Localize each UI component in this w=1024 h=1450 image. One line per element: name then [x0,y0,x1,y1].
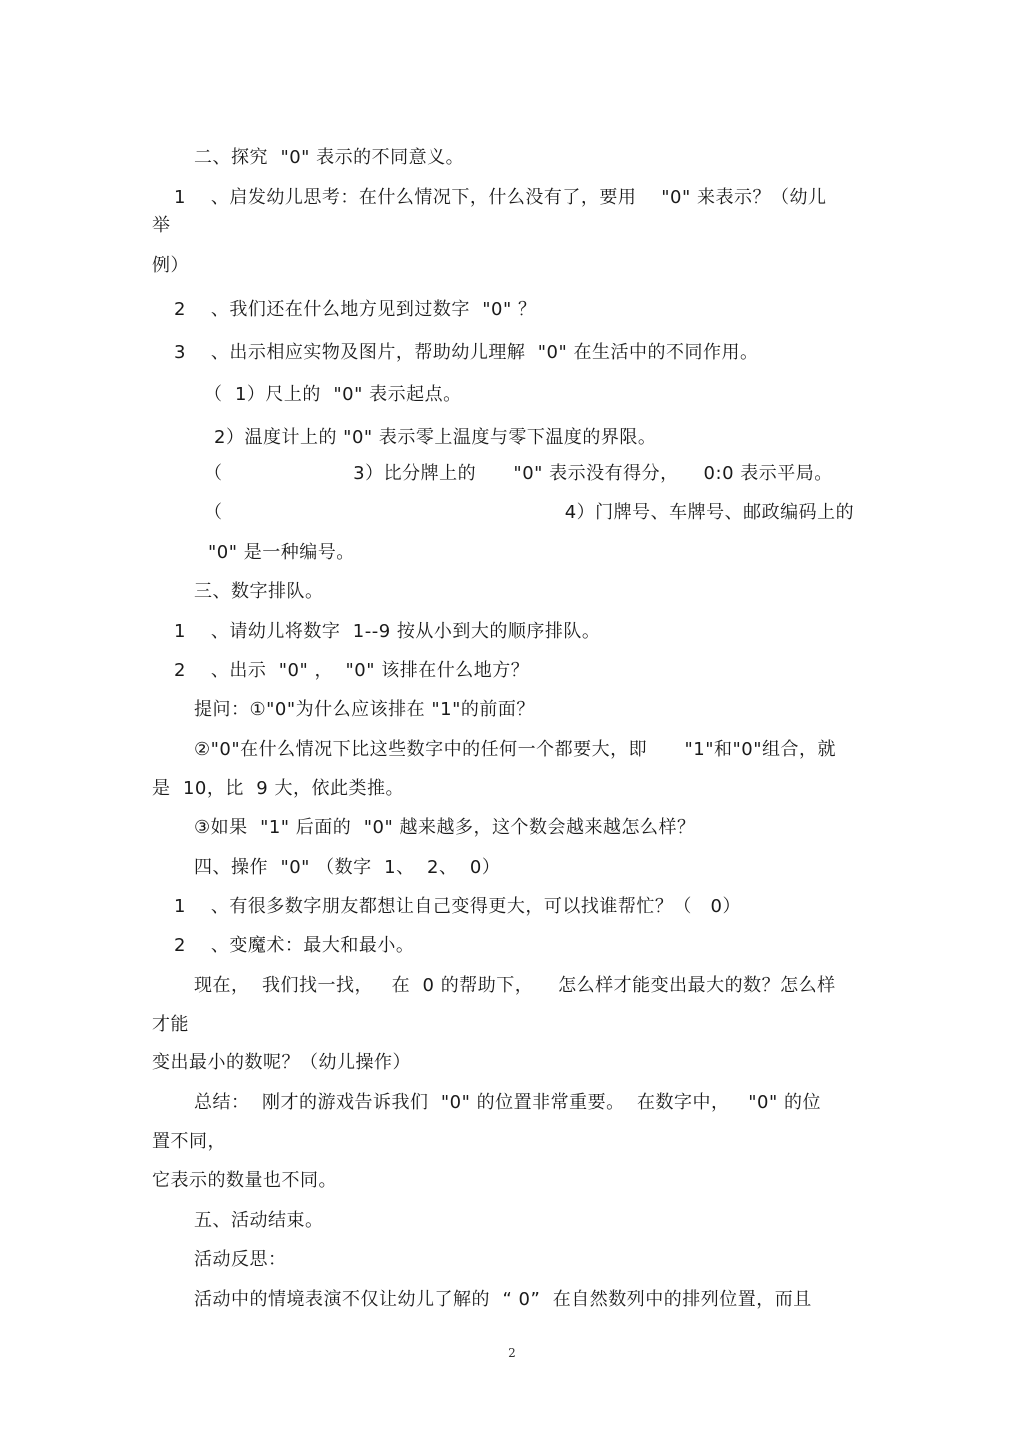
paragraph-line: 现在， 我们找一找， 在 0 的帮助下， 怎么样才能变出最大的数？怎么样 [194,975,836,996]
section-heading-5: 五、活动结束。 [194,1210,324,1231]
page-number: 2 [508,1346,516,1360]
paragraph-line: 总结： 刚才的游戏告诉我们 "0" 的位置非常重要。 在数字中， "0" 的位 [194,1092,821,1113]
paragraph-line: 举 [152,215,171,236]
paragraph-line: 2 、变魔术：最大和最小。 [174,935,415,956]
paragraph-line: 1 、请幼儿将数字 1--9 按从小到大的顺序排队。 [174,621,601,642]
paragraph-line: 是 10，比 9 大，依此类推。 [152,778,404,799]
paragraph-line: ②"0"在什么情况下比这些数字中的任何一个都要大，即 "1"和"0"组合，就 [194,739,836,760]
paragraph-line: 变出最小的数呢？（幼儿操作） [152,1052,411,1073]
paragraph-line: 例） [152,255,189,276]
paragraph-line: 置不同， [152,1131,226,1152]
section-heading-3: 三、数字排队。 [194,581,324,602]
paragraph-line: 活动中的情境表演不仅让幼儿了解的 “ 0” 在自然数列中的排列位置，而且 [194,1289,812,1310]
paragraph-line: 3 、出示相应实物及图片，帮助幼儿理解 "0" 在生活中的不同作用。 [174,342,759,363]
paragraph-line: （ 1）尺上的 "0" 表示起点。 [204,384,462,405]
section-heading-2: 二、探究 "0" 表示的不同意义。 [194,147,465,168]
paragraph-line: 2）温度计上的 "0" 表示零上温度与零下温度的界限。 [214,427,657,448]
paragraph-line: 才能 [152,1014,189,1035]
paragraph-line: 1 、有很多数字朋友都想让自己变得更大，可以找谁帮忙？（ 0） [174,896,741,917]
reflection-heading: 活动反思： [194,1249,287,1270]
paragraph-line: （ 3）比分牌上的 "0" 表示没有得分， 0:0 表示平局。 [204,463,833,484]
paragraph-line: 它表示的数量也不同。 [152,1170,337,1191]
paragraph-line: ③如果 "1" 后面的 "0" 越来越多，这个数会越来越怎么样？ [194,817,696,838]
section-heading-4: 四、操作 "0" （数字 1、 2、 0） [194,857,501,878]
paragraph-line: 提问：①"0"为什么应该排在 "1"的前面？ [194,699,535,720]
paragraph-line: "0" 是一种编号。 [208,542,355,563]
paragraph-line: 2 、我们还在什么地方见到过数字 "0" ？ [174,299,537,320]
paragraph-line: 2 、出示 "0" ， "0" 该排在什么地方？ [174,660,530,681]
paragraph-line: （ 4）门牌号、车牌号、邮政编码上的 [204,502,855,523]
paragraph-line: 1 、启发幼儿思考：在什么情况下，什么没有了，要用 "0" 来表示？（幼儿 [174,187,827,208]
